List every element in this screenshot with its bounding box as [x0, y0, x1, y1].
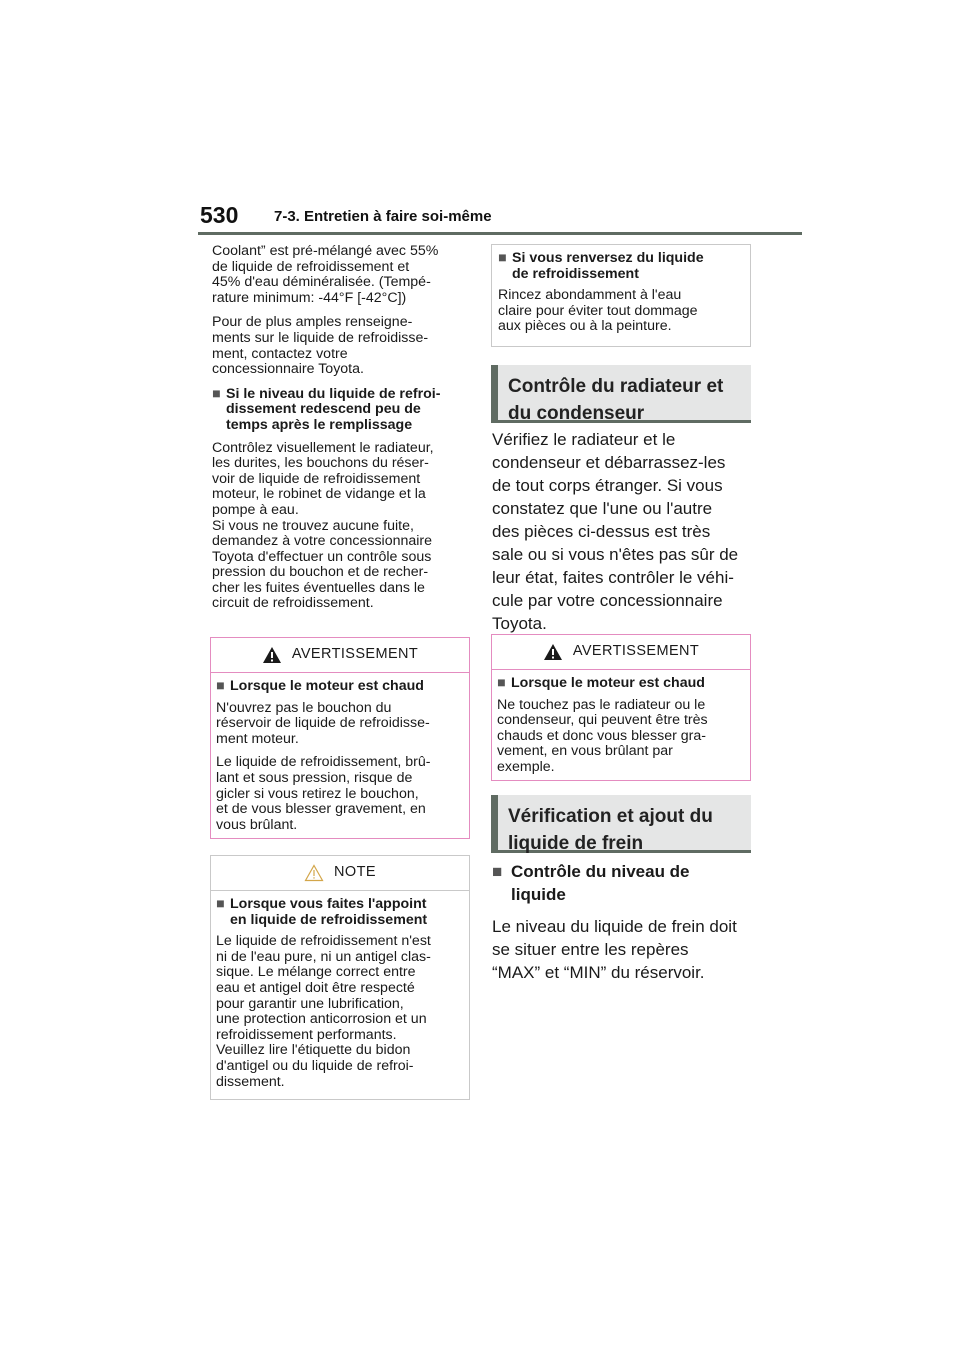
radiator-line: des pièces ci-dessus est très [492, 522, 711, 541]
page-header [198, 200, 802, 236]
warning-line: condenseur, qui peuvent être très [497, 712, 708, 729]
warning-paragraph [216, 755, 464, 833]
warning-box-body [492, 670, 750, 790]
radiator-line: cule par votre concessionnaire [492, 591, 723, 610]
radiator-heading-line: du condenseur [508, 403, 645, 424]
intro-line: de liquide de refroidissement et [212, 258, 410, 275]
warning-line: exemple. [497, 758, 555, 775]
radiator-heading-line: Contrôle du radiateur et [508, 376, 724, 397]
warning-line: vement, en vous brûlant par [497, 743, 673, 760]
check-line: Si vous ne trouvez aucune fuite, [212, 517, 414, 534]
radiator-paragraph [492, 428, 750, 635]
note-title-text: NOTE [334, 864, 376, 881]
warning-title-text: AVERTISSEMENT [291, 646, 419, 663]
intro-line: Coolant” est pré-mélangé avec 55% [212, 243, 439, 259]
radiator-line: condenseur et débarrassez-les [492, 453, 726, 472]
warning-box-radiator-hot [491, 634, 751, 781]
spill-line: aux pièces ou à la peinture. [498, 318, 672, 335]
radiator-line: de tout corps étranger. Si vous [492, 476, 723, 495]
warning-heading [216, 679, 464, 695]
contact-line: concessionnaire Toyota. [212, 361, 364, 378]
check-line: voir de liquide de refroidissement [212, 470, 421, 487]
note-line: d'antigel ou du liquide de refroi- [216, 1057, 414, 1074]
note-heading-line: Lorsque vous faites l'appoint [230, 896, 427, 912]
note-box-coolant-refill [210, 855, 470, 1100]
brake-subheading-line: liquide [511, 885, 566, 904]
brake-line: “MAX” et “MIN” du réservoir. [492, 963, 705, 982]
spill-line: claire pour éviter tout dommage [498, 302, 698, 319]
radiator-line: leur état, faites contrôler le véhi- [492, 568, 734, 587]
contact-paragraph [212, 315, 468, 377]
check-line: Toyota d'effectuer un contrôle sous [212, 548, 432, 565]
left-column [212, 244, 468, 621]
subheading-line: Si le niveau du liquide de refroi- [226, 385, 441, 402]
spill-heading-line: de refroidissement [512, 265, 639, 282]
note-line: dissement. [216, 1073, 285, 1090]
intro-paragraph [212, 244, 468, 306]
radiator-line: constatez que l'une ou l'autre [492, 499, 713, 518]
warning-line: N'ouvrez pas le bouchon du [216, 699, 392, 716]
warning-line: et de vous blesser gravement, en [216, 801, 426, 818]
square-bullet-icon: ■ [492, 862, 503, 881]
note-box-title [211, 856, 469, 891]
header-rule [198, 232, 802, 235]
note-line: ni de l'eau pure, ni un antigel clas- [216, 948, 431, 965]
warning-heading [497, 676, 745, 692]
warning-triangle-icon [262, 646, 282, 664]
warning-box-title [492, 635, 750, 670]
radiator-line: Toyota. [492, 614, 547, 633]
check-line: pression du bouchon et de recher- [212, 564, 429, 581]
check-line: Contrôlez visuellement le radiateur, [212, 439, 434, 456]
warning-triangle-icon [543, 643, 563, 661]
note-line: sique. Le mélange correct entre [216, 964, 416, 981]
contact-line: Pour de plus amples renseigne- [212, 314, 413, 331]
refill-subheading [212, 387, 468, 434]
square-bullet-icon: ■ [498, 250, 507, 266]
note-line: Veuillez lire l'étiquette du bidon [216, 1042, 411, 1059]
brake-heading-line: Vérification et ajout du [508, 806, 713, 827]
brake-line: se situer entre les repères [492, 940, 689, 959]
intro-line: rature minimum: -44°F [-42°C]) [212, 289, 407, 306]
warning-line: gicler si vous retirez le bouchon, [216, 785, 419, 802]
note-line: refroidissement performants. [216, 1026, 397, 1043]
brake-level-subheading [492, 860, 750, 906]
spill-heading [498, 251, 744, 282]
warning-line: Le liquide de refroidissement, brû- [216, 754, 431, 771]
note-heading [216, 897, 464, 928]
radiator-line: Vérifiez le radiateur et le [492, 430, 676, 449]
note-line: Le liquide de refroidissement n'est [216, 933, 431, 950]
check-line: les durites, les bouchons du réser- [212, 455, 429, 472]
note-line: eau et antigel doit être respecté [216, 979, 415, 996]
spill-box [491, 244, 751, 347]
warning-heading-text: Lorsque le moteur est chaud [511, 675, 705, 691]
warning-line: chauds et donc vous blesser gra- [497, 727, 706, 744]
subheading-line: dissement redescend peu de [226, 401, 421, 418]
check-line: pompe à eau. [212, 501, 299, 518]
warning-box-body [211, 673, 469, 847]
warning-line: ment moteur. [216, 730, 299, 747]
spill-heading-line: Si vous renversez du liquide [512, 250, 704, 266]
section-title: 7-3. Entretien à faire soi-même [274, 208, 492, 225]
square-bullet-icon: ■ [212, 385, 221, 402]
brake-section-heading [491, 795, 751, 853]
brake-heading-line: liquide de frein [508, 833, 644, 854]
spill-line: Rincez abondamment à l'eau [498, 287, 682, 304]
brake-line: Le niveau du liquide de frein doit [492, 917, 737, 936]
check-line: circuit de refroidissement. [212, 595, 374, 612]
intro-line: 45% d'eau déminéralisée. (Tempé- [212, 274, 431, 291]
square-bullet-icon: ■ [497, 675, 506, 691]
subheading-line: temps après le remplissage [226, 416, 413, 433]
warning-heading-text: Lorsque le moteur est chaud [230, 678, 424, 694]
warning-box-title [211, 638, 469, 673]
radiator-section-heading [491, 365, 751, 423]
warning-line: Ne touchez pas le radiateur ou le [497, 696, 706, 713]
warning-paragraph [497, 698, 745, 776]
check-line: demandez à votre concessionnaire [212, 533, 433, 550]
note-line: pour garantir une lubrification, [216, 995, 404, 1012]
check-line: cher les fuites éventuelles dans le [212, 579, 425, 596]
caution-triangle-icon [304, 864, 324, 882]
brake-subheading-line: Contrôle du niveau de [511, 862, 690, 881]
check-paragraph [212, 441, 468, 613]
radiator-line: sale ou si vous n'êtes pas sûr de [492, 545, 739, 564]
note-box-body [211, 891, 469, 1104]
warning-box-engine-hot [210, 637, 470, 839]
check-line: moteur, le robinet de vidange et la [212, 486, 426, 503]
note-line: une protection anticorrosion et un [216, 1011, 427, 1028]
spill-paragraph [498, 288, 744, 335]
contact-line: ment, contactez votre [212, 345, 348, 362]
warning-line: vous brûlant. [216, 816, 298, 833]
brake-level-subsection [492, 860, 750, 984]
warning-paragraph [216, 701, 464, 748]
warning-title-text: AVERTISSEMENT [572, 643, 700, 660]
note-paragraph [216, 934, 464, 1090]
warning-line: réservoir de liquide de refroidisse- [216, 715, 430, 732]
square-bullet-icon: ■ [216, 678, 225, 694]
contact-line: ments sur le liquide de refroidisse- [212, 329, 429, 346]
warning-line: lant et sous pression, risque de [216, 769, 413, 786]
note-heading-line: en liquide de refroidissement [230, 911, 428, 928]
brake-paragraph [492, 915, 750, 984]
square-bullet-icon: ■ [216, 896, 225, 912]
page-number: 530 [200, 202, 239, 228]
